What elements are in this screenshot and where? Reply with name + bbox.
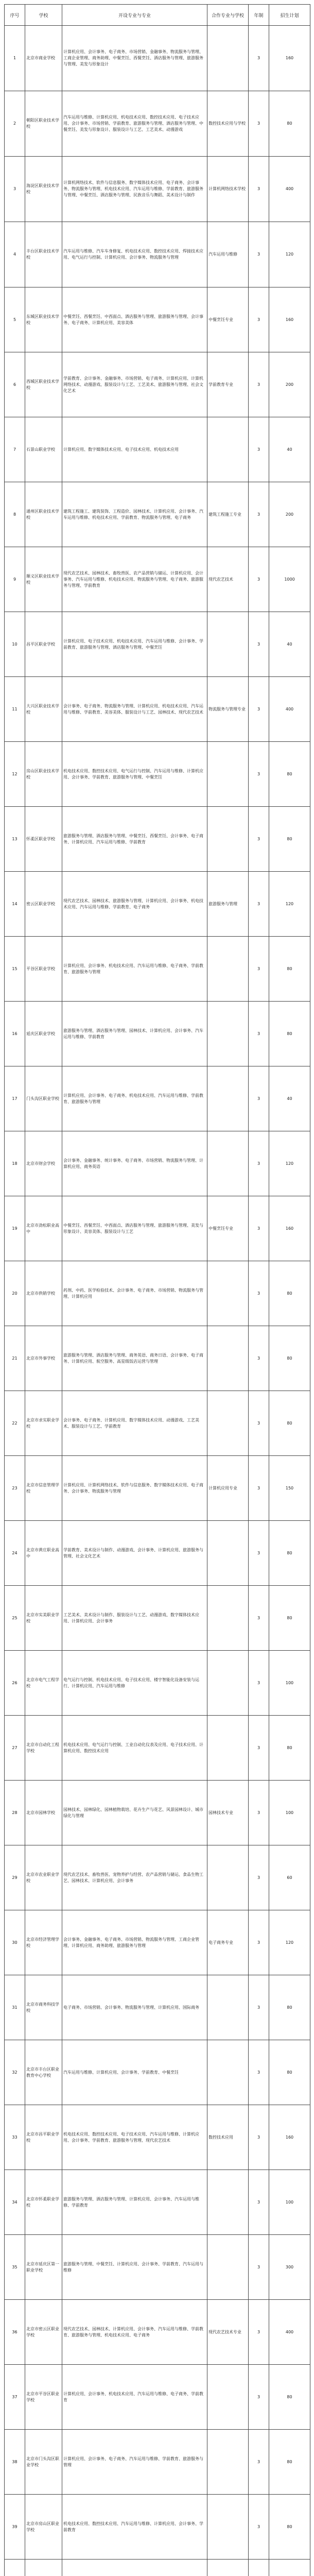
table-row (5, 1196, 310, 1261)
table-row (5, 1066, 310, 1131)
table-row (5, 1586, 310, 1651)
cell-school: 北京市实美职业学校 (25, 1586, 62, 1651)
cell-type: 计算机网络技术学校 (207, 157, 249, 222)
cell-seq: 7 (5, 417, 25, 482)
cell-type (207, 2040, 249, 2105)
table-row (5, 2040, 310, 2105)
cell-school: 北京市电气工程学校 (25, 1651, 62, 1716)
header-years: 年制 (249, 5, 269, 26)
cell-years: 3 (249, 2495, 269, 2560)
cell-school: 东城区职业技术学校 (25, 287, 62, 352)
cell-school: 房山区职业技术学校 (25, 742, 62, 807)
cell-plan: 80 (269, 807, 310, 872)
cell-seq: 25 (5, 1586, 25, 1651)
cell-school: 北京市房山区职业学校 (25, 2495, 62, 2560)
cell-type (207, 1586, 249, 1651)
table-row (5, 417, 310, 482)
header-row (5, 5, 310, 26)
cell-type (207, 2430, 249, 2495)
cell-plan: 80 (269, 91, 310, 157)
cell-major: 会计事务、电子商务、物流服务与管理、计算机应用、机电技术应用、汽车运用与维修、学前教育、美容美体、服装设计与工艺、园林技术、现代农艺技术 (62, 677, 207, 742)
cell-type (207, 1521, 249, 1586)
cell-seq: 21 (5, 1326, 25, 1391)
table-row (5, 352, 310, 417)
cell-type: 物流服务与管理专业 (207, 677, 249, 742)
cell-major: 计算机应用、会计事务、电子商务、市场营销、金融事务、物流服务与管理、工商企业管理、商务助理、中餐烹饪、西餐烹饪、酒店服务与管理、旅游服务与管理、美发与形象设计 (62, 26, 207, 91)
cell-major: 计算机应用、会计事务、机电技术应用、汽车运用与维修、电子商务、学前教育 (62, 2365, 207, 2430)
cell-seq: 3 (5, 157, 25, 222)
cell-seq: 36 (5, 2300, 25, 2365)
cell-years: 3 (249, 352, 269, 417)
cell-years: 3 (249, 1002, 269, 1066)
cell-type (207, 1651, 249, 1716)
table-row (5, 2430, 310, 2495)
cell-major: 现代农艺技术、畜牧兽医、宠物养护与经营、农产品营销与储运、食品生物工艺、园林技术、计算机应用、会计事务 (62, 1845, 207, 1910)
cell-major: 电子商务、市场营销、会计事务、物流服务与管理、计算机应用、国际商务 (62, 1975, 207, 2040)
table-row (5, 1716, 310, 1781)
table-row (5, 1002, 310, 1066)
cell-plan: 120 (269, 1131, 310, 1196)
table-row (5, 157, 310, 222)
table-row (5, 222, 310, 287)
cell-years: 3 (249, 1066, 269, 1131)
cell-type: 现代农艺技术 (207, 547, 249, 612)
cell-type: 电子商务专业 (207, 1910, 249, 1975)
cell-major: 汽车运用与维修、汽车车身修复、机电技术应用、数控技术应用、焊接技术应用、电气运行与控制、计算机应用、会计事务、物流服务与管理 (62, 222, 207, 287)
cell-years: 3 (249, 547, 269, 612)
cell-seq: 5 (5, 287, 25, 352)
cell-major: 现代农艺技术、园林技术、旅游服务与管理、计算机应用、会计事务、机电技术应用、汽车运用与维修、学前教育、电子商务 (62, 872, 207, 937)
cell-major: 学前教育、会计事务、金融事务、市场营销、电子商务、计算机应用、计算机网络技术、动漫游戏、服装设计与工艺、工艺美术、旅游服务与管理、社会文化艺术 (62, 352, 207, 417)
cell-type (207, 417, 249, 482)
cell-seq: 28 (5, 1781, 25, 1845)
cell-type: 旅游服务与管理 (207, 872, 249, 937)
header-seq: 序号 (5, 5, 25, 26)
cell-seq: 32 (5, 2040, 25, 2105)
cell-type (207, 26, 249, 91)
cell-type (207, 807, 249, 872)
cell-major: 机电技术应用、数控技术应用、电子技术应用、汽车运用与维修、计算机应用、会计事务、学前教育、旅游服务与管理、现代农艺技术 (62, 2105, 207, 2170)
cell-major: 机电技术应用、电气运行与控制、工业自动化仪表及应用、电子技术应用、计算机应用、数控技术应用 (62, 1716, 207, 1781)
cell-major: 汽车运用与维修、计算机应用、会计事务、学前教育、中餐烹饪 (62, 2040, 207, 2105)
cell-major: 机电技术应用、数控技术应用、电气运行与控制、汽车运用与维修、计算机应用、会计事务、学前教育、旅游服务与管理、中餐烹饪 (62, 742, 207, 807)
cell-type: 中餐烹饪专业 (207, 287, 249, 352)
cell-major: 现代农艺技术、园林技术、计算机应用、会计事务、汽车运用与维修、学前教育、旅游服务与管理、机电技术应用、电子商务 (62, 2300, 207, 2365)
cell-seq: 38 (5, 2430, 25, 2495)
cell-major: 工艺美术、美术设计与制作、服装设计与工艺、动漫游戏、数字媒体技术应用、计算机应用、会计事务 (62, 1586, 207, 1651)
cell-school: 北京市丰台区职业教育中心学校 (25, 2040, 62, 2105)
cell-seq: 11 (5, 677, 25, 742)
cell-seq: 19 (5, 1196, 25, 1261)
cell-seq: 16 (5, 1002, 25, 1066)
cell-plan: 40 (269, 612, 310, 677)
cell-seq: 23 (5, 1456, 25, 1521)
cell-school: 顺义区职业技术学校 (25, 547, 62, 612)
cell-type (207, 2365, 249, 2430)
cell-school: 北京市平谷区职业学校 (25, 2365, 62, 2430)
cell-plan: 80 (269, 1521, 310, 1586)
cell-years: 3 (249, 1521, 269, 1586)
cell-plan: 80 (269, 2365, 310, 2430)
cell-seq: 27 (5, 1716, 25, 1781)
cell-years: 3 (249, 2300, 269, 2365)
cell-plan: 300 (269, 2235, 310, 2300)
table-row (5, 1781, 310, 1845)
table-row (5, 2170, 310, 2235)
table-row (5, 1975, 310, 2040)
cell-years: 3 (249, 1131, 269, 1196)
cell-major: 汽车运用与维修、计算机应用、机电技术应用、数控技术应用、电子技术应用、会计事务、市场营销、学前教育、旅游服务与管理、酒店服务与管理、中餐烹饪、美发与形象设计、服装设计与工艺、工艺美术、动漫游戏 (62, 91, 207, 157)
table-row (5, 1326, 310, 1391)
table-row (5, 2365, 310, 2430)
cell-school: 北京市昌平职业学校 (25, 2105, 62, 2170)
cell-plan: 80 (269, 1261, 310, 1326)
cell-plan: 80 (269, 2495, 310, 2560)
table-row (5, 1391, 310, 1456)
cell-major: 电气运行与控制、机电技术应用、电子技术应用、楼宇智能化设备安装与运行、计算机应用、汽车运用与维修 (62, 1651, 207, 1716)
cell-seq: 26 (5, 1651, 25, 1716)
cell-plan: 160 (269, 1196, 310, 1261)
cell-school: 石景山职业学校 (25, 417, 62, 482)
cell-plan: 200 (269, 352, 310, 417)
cell-years: 3 (249, 1326, 269, 1391)
cell-seq: 12 (5, 742, 25, 807)
cell-type: 学前教育专业 (207, 352, 249, 417)
table-row (5, 612, 310, 677)
cell-plan: 100 (269, 1781, 310, 1845)
cell-years: 3 (249, 1586, 269, 1651)
cell-major: 计算机应用、计算机网络技术、软件与信息服务、数字媒体技术应用、电子商务、会计事务、物流服务与管理 (62, 1456, 207, 1521)
cell-plan: 400 (269, 157, 310, 222)
cell-type (207, 742, 249, 807)
header-plan: 招生计划 (269, 5, 310, 26)
table-row (5, 1261, 310, 1326)
cell-seq: 14 (5, 872, 25, 937)
cell-type (207, 2560, 249, 2576)
cell-years: 3 (249, 1716, 269, 1781)
cell-years: 3 (249, 2365, 269, 2430)
cell-school: 海淀区职业技术学校 (25, 157, 62, 222)
cell-plan: 120 (269, 1910, 310, 1975)
cell-seq: 31 (5, 1975, 25, 2040)
cell-school: 北京市财会学校 (25, 1131, 62, 1196)
table-row (5, 807, 310, 872)
cell-seq: 8 (5, 482, 25, 547)
cell-years: 3 (249, 1910, 269, 1975)
cell-years: 3 (249, 1391, 269, 1456)
cell-plan: 80 (269, 1586, 310, 1651)
cell-years (249, 2560, 269, 2576)
cell-plan: 40 (269, 417, 310, 482)
cell-years: 3 (249, 222, 269, 287)
cell-school: 北京市商业学校 (25, 26, 62, 91)
cell-school: 平谷区职业学校 (25, 937, 62, 1002)
cell-plan (269, 2560, 310, 2576)
cell-school: 北京市商务科技学校 (25, 1975, 62, 2040)
cell-school: 延庆区职业学校 (25, 1002, 62, 1066)
cell-seq: 9 (5, 547, 25, 612)
cell-plan: 160 (269, 26, 310, 91)
cell-type (207, 612, 249, 677)
cell-school: 北京市农业职业学校 (25, 1845, 62, 1910)
cell-plan: 60 (269, 1845, 310, 1910)
cell-plan: 400 (269, 2300, 310, 2365)
cell-seq: 22 (5, 1391, 25, 1456)
cell-years: 3 (249, 2430, 269, 2495)
cell-school: 北京市经济管理学校 (25, 1910, 62, 1975)
cell-years: 3 (249, 612, 269, 677)
cell-school: 北京市密云区职业学校 (25, 2300, 62, 2365)
cell-school: 北京市黄庄职业高中 (25, 1521, 62, 1586)
table-row (5, 1845, 310, 1910)
cell-years: 3 (249, 1975, 269, 2040)
cell-years: 3 (249, 482, 269, 547)
cell-years: 3 (249, 1651, 269, 1716)
cell-major (62, 2560, 207, 2576)
cell-school: 门头沟区职业学校 (25, 1066, 62, 1131)
cell-school: 大兴区职业技术学校 (25, 677, 62, 742)
cell-type (207, 1066, 249, 1131)
cell-years: 3 (249, 2105, 269, 2170)
cell-years: 3 (249, 157, 269, 222)
cell-major: 会计事务、金融事务、电子商务、市场营销、物流服务与管理、工商企业管理、计算机应用、商务助理、旅游服务与管理 (62, 1910, 207, 1975)
cell-type (207, 1261, 249, 1326)
table-row (5, 91, 310, 157)
cell-plan: 160 (269, 2105, 310, 2170)
cell-years: 3 (249, 807, 269, 872)
header-school: 学校 (25, 5, 62, 26)
cell-seq: 30 (5, 1910, 25, 1975)
cell-years: 3 (249, 1196, 269, 1261)
cell-school: 北京市供销学校 (25, 1261, 62, 1326)
cell-school: 丰台区职业技术学校 (25, 222, 62, 287)
cell-years: 3 (249, 2040, 269, 2105)
admissions-table (4, 4, 310, 2576)
cell-years: 3 (249, 91, 269, 157)
cell-plan: 80 (269, 1326, 310, 1391)
cell-plan: 400 (269, 677, 310, 742)
cell-years: 3 (249, 677, 269, 742)
table-row (5, 2560, 310, 2576)
cell-seq: 20 (5, 1261, 25, 1326)
cell-plan: 150 (269, 1456, 310, 1521)
cell-major: 会计事务、电子商务、计算机应用、数字媒体技术应用、动漫游戏、工艺美术、服装设计与工艺、学前教育 (62, 1391, 207, 1456)
cell-years: 3 (249, 1845, 269, 1910)
cell-plan: 100 (269, 2170, 310, 2235)
cell-seq: 39 (5, 2495, 25, 2560)
cell-seq: 2 (5, 91, 25, 157)
cell-seq: 10 (5, 612, 25, 677)
cell-years: 3 (249, 287, 269, 352)
cell-school: 北京市怀柔职业学校 (25, 2170, 62, 2235)
cell-seq (5, 2560, 25, 2576)
cell-major: 计算机应用、会计事务、电子商务、汽车运用与维修、学前教育、旅游服务与管理 (62, 2430, 207, 2495)
cell-school: 北京市门头沟区职业学校 (25, 2430, 62, 2495)
cell-type (207, 1131, 249, 1196)
cell-type: 现代农艺技术专业 (207, 2300, 249, 2365)
cell-years: 3 (249, 742, 269, 807)
cell-seq: 33 (5, 2105, 25, 2170)
cell-years: 3 (249, 26, 269, 91)
cell-school: 密云区职业学校 (25, 872, 62, 937)
cell-seq: 34 (5, 2170, 25, 2235)
cell-type (207, 2170, 249, 2235)
cell-type (207, 1002, 249, 1066)
cell-school: 北京市信息管理学校 (25, 1456, 62, 1521)
cell-years: 3 (249, 1781, 269, 1845)
cell-major: 现代农艺技术、园林技术、畜牧兽医、农产品营销与储运、计算机应用、会计事务、汽车运用与维修、机电技术应用、物流服务与管理、电子商务、旅游服务与管理、学前教育 (62, 547, 207, 612)
table-row (5, 26, 310, 91)
cell-type (207, 1975, 249, 2040)
cell-major: 会计事务、金融事务、统计事务、电子商务、市场营销、物流服务与管理、计算机应用、商务英语 (62, 1131, 207, 1196)
cell-type: 数控技术应用 (207, 2105, 249, 2170)
cell-plan: 80 (269, 1391, 310, 1456)
cell-major: 旅游服务与管理、酒店服务与管理、商务英语、商务日语、会计事务、电子商务、计算机应用、航空服务、高星级饭店运营与管理 (62, 1326, 207, 1391)
table-row (5, 482, 310, 547)
cell-years: 3 (249, 1456, 269, 1521)
cell-major: 园林技术、园林绿化、园林植物栽培、花卉生产与花艺、风景园林设计、城市绿化与管理 (62, 1781, 207, 1845)
cell-seq: 1 (5, 26, 25, 91)
cell-type: 建筑工程施工专业 (207, 482, 249, 547)
cell-type: 中餐烹饪专业 (207, 1196, 249, 1261)
cell-major: 中餐烹饪、西餐烹饪、中西面点、酒店服务与管理、旅游服务与管理、会计事务、电子商务、计算机应用、美容美体 (62, 287, 207, 352)
cell-major: 旅游服务与管理、酒店服务与管理、园林技术、计算机应用、会计事务、汽车运用与维修、学前教育 (62, 1002, 207, 1066)
cell-major: 旅游服务与管理、酒店服务与管理、中餐烹饪、西餐烹饪、会计事务、电子商务、计算机应用、汽车运用与维修、学前教育 (62, 807, 207, 872)
cell-school (25, 2560, 62, 2576)
cell-major: 学前教育、美术设计与制作、动漫游戏、会计事务、计算机应用、旅游服务与管理、社会文化艺术 (62, 1521, 207, 1586)
cell-seq: 15 (5, 937, 25, 1002)
table-row (5, 742, 310, 807)
cell-plan: 120 (269, 872, 310, 937)
cell-seq: 18 (5, 1131, 25, 1196)
cell-school: 北京市求实职业学校 (25, 1391, 62, 1456)
cell-seq: 17 (5, 1066, 25, 1131)
cell-years: 3 (249, 2170, 269, 2235)
cell-type (207, 1716, 249, 1781)
cell-major: 中餐烹饪、西餐烹饪、中西面点、酒店服务与管理、旅游服务与管理、美发与形象设计、美容美体、服装设计与工艺 (62, 1196, 207, 1261)
cell-type: 汽车运用与维修 (207, 222, 249, 287)
cell-major: 计算机网络技术、软件与信息服务、数字媒体技术应用、电子商务、会计事务、物流服务与管理、机电技术应用、汽车运用与维修、学前教育、旅游服务与管理、中餐烹饪、酒店服务与管理、民族音乐与舞蹈、美术设计与制作 (62, 157, 207, 222)
cell-type (207, 1391, 249, 1456)
table-row (5, 937, 310, 1002)
cell-seq: 13 (5, 807, 25, 872)
table-row (5, 287, 310, 352)
cell-plan: 80 (269, 742, 310, 807)
cell-major: 计算机应用、电子技术应用、机电技术应用、汽车运用与维修、会计事务、学前教育、旅游服务与管理、酒店服务与管理、中餐烹饪 (62, 612, 207, 677)
table-row (5, 1521, 310, 1586)
table-row (5, 2235, 310, 2300)
table-row (5, 1131, 310, 1196)
cell-seq: 35 (5, 2235, 25, 2300)
cell-school: 北京市劲松职业高中 (25, 1196, 62, 1261)
cell-years: 3 (249, 937, 269, 1002)
cell-major: 计算机应用、会计事务、电子商务、机电技术应用、汽车运用与维修、学前教育、旅游服务与管理 (62, 1066, 207, 1131)
table-row (5, 1910, 310, 1975)
cell-seq: 24 (5, 1521, 25, 1586)
cell-plan: 200 (269, 482, 310, 547)
cell-school: 北京市延庆区第一职业学校 (25, 2235, 62, 2300)
cell-plan: 120 (269, 222, 310, 287)
cell-major: 旅游服务与管理、酒店服务与管理、计算机应用、会计事务、汽车运用与维修、学前教育 (62, 2170, 207, 2235)
header-type: 合作专业与学校 (207, 5, 249, 26)
cell-type (207, 1326, 249, 1391)
cell-type (207, 2495, 249, 2560)
cell-years: 3 (249, 872, 269, 937)
table-row (5, 872, 310, 937)
table-row (5, 1651, 310, 1716)
cell-seq: 37 (5, 2365, 25, 2430)
cell-plan: 80 (269, 937, 310, 1002)
cell-school: 北京市外事学校 (25, 1326, 62, 1391)
cell-plan: 80 (269, 1975, 310, 2040)
cell-plan: 40 (269, 1066, 310, 1131)
cell-plan: 80 (269, 1002, 310, 1066)
cell-major: 机电技术应用、数控技术应用、汽车运用与维修、计算机应用、会计事务、学前教育 (62, 2495, 207, 2560)
cell-years: 3 (249, 2235, 269, 2300)
cell-school: 朝阳区职业技术学校 (25, 91, 62, 157)
cell-plan: 1000 (269, 547, 310, 612)
cell-seq: 4 (5, 222, 25, 287)
table-body (5, 26, 310, 2576)
table-row (5, 2495, 310, 2560)
cell-type (207, 2235, 249, 2300)
cell-plan: 80 (269, 2430, 310, 2495)
cell-school: 怀柔区职业学校 (25, 807, 62, 872)
table-row (5, 2300, 310, 2365)
cell-school: 通州区职业技术学校 (25, 482, 62, 547)
cell-plan: 80 (269, 1716, 310, 1781)
table-row (5, 2105, 310, 2170)
cell-type: 计算机应用专业 (207, 1456, 249, 1521)
cell-school: 昌平区职业学校 (25, 612, 62, 677)
cell-years: 3 (249, 1261, 269, 1326)
cell-plan: 160 (269, 287, 310, 352)
cell-major: 计算机应用、会计事务、机电技术应用、汽车运用与维修、电子商务、学前教育、旅游服务与管理 (62, 937, 207, 1002)
cell-seq: 29 (5, 1845, 25, 1910)
cell-school: 西城区职业技术学校 (25, 352, 62, 417)
cell-school: 北京市园林学校 (25, 1781, 62, 1845)
cell-seq: 6 (5, 352, 25, 417)
cell-plan: 100 (269, 1651, 310, 1716)
cell-type: 数控技术应用与学校 (207, 91, 249, 157)
table-row (5, 547, 310, 612)
table-row (5, 1456, 310, 1521)
cell-major: 建筑工程施工、建筑装饰、工程造价、园林技术、计算机应用、会计事务、汽车运用与维修、机电技术应用、学前教育、物流服务与管理、电子商务 (62, 482, 207, 547)
cell-major: 药剂、中药、医学检验技术、会计事务、电子商务、市场营销、物流服务与管理、计算机应用 (62, 1261, 207, 1326)
cell-major: 计算机应用、数字媒体技术应用、电子技术应用、机电技术应用 (62, 417, 207, 482)
cell-type: 园林技术专业 (207, 1781, 249, 1845)
cell-major: 旅游服务与管理、中餐烹饪、计算机应用、会计事务、学前教育、汽车运用与维修 (62, 2235, 207, 2300)
cell-years: 3 (249, 417, 269, 482)
cell-school: 北京市自动化工程学校 (25, 1716, 62, 1781)
table-row (5, 677, 310, 742)
header-major: 开设专业与专业 (62, 5, 207, 26)
cell-type (207, 1845, 249, 1910)
cell-type (207, 937, 249, 1002)
cell-plan: 80 (269, 2040, 310, 2105)
